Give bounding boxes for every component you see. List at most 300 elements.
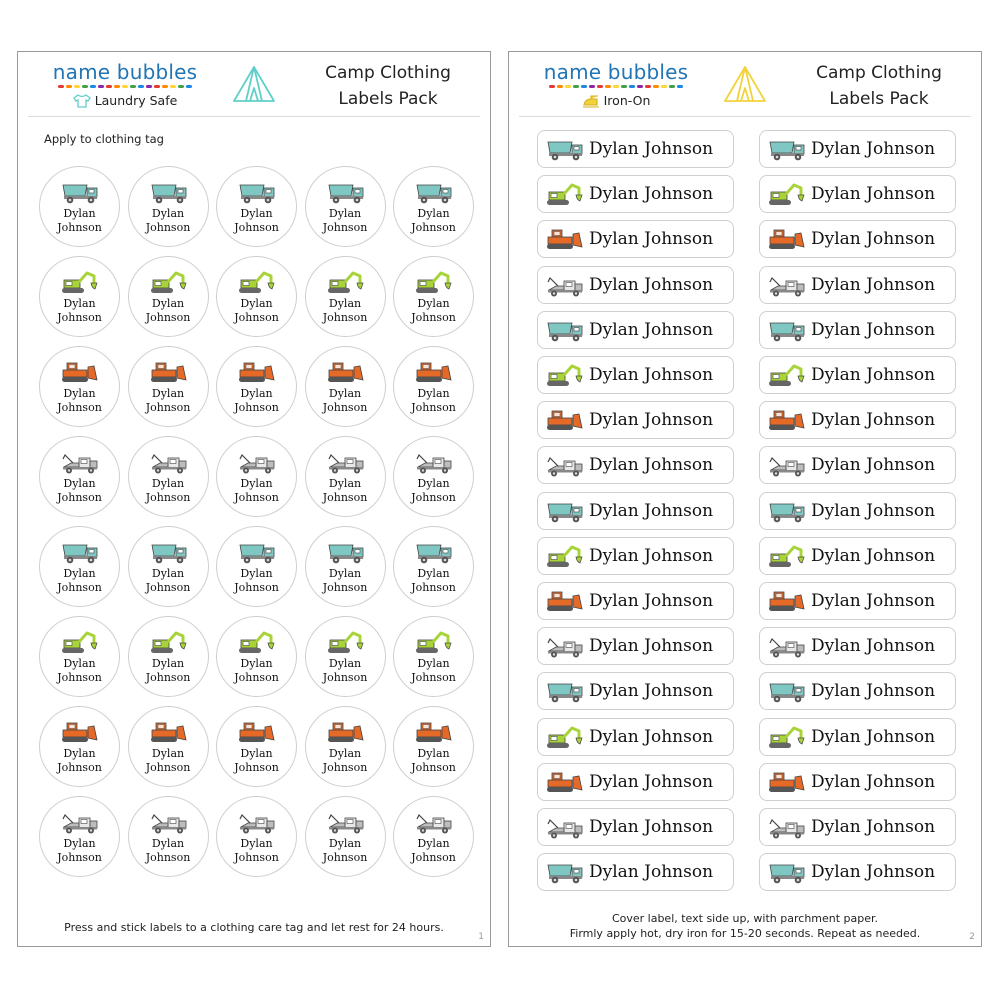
label-first-name: Dylan [417,297,450,310]
label-first-name: Dylan [417,387,450,400]
label-name-text [40,297,119,325]
label-first-name: Dylan [151,657,185,670]
pack-title-line1: Camp Clothing [325,63,451,83]
label-last-name: Johnson [145,761,191,774]
tow-truck-icon [546,635,584,658]
label-last-name: Johnson [411,671,456,684]
excavator-icon [415,271,453,294]
label-last-name: Johnson [234,491,279,504]
label-last-name: Johnson [322,311,368,324]
tow-truck-icon [768,635,806,658]
round-name-label [39,436,120,517]
rectangle-name-label [537,492,734,530]
label-first-name: Dylan [240,747,273,760]
label-first-name: Dylan [328,207,362,220]
brand-dot [589,85,595,88]
subtitle-text: Laundry Safe [94,93,178,108]
bulldozer-icon [238,721,276,744]
rectangle-name-label [537,763,734,801]
dump-truck-icon [546,861,584,884]
label-last-name: Johnson [57,491,102,504]
dump-truck-icon [327,181,365,204]
subtitle-text: Iron-On [603,93,651,108]
excavator-icon [327,631,365,654]
footer-line1: Cover label, text side up, with parchment paper. [611,912,879,925]
label-name-text [394,747,473,775]
tow-truck-icon [768,274,806,297]
dump-truck-icon [546,680,584,703]
bulldozer-icon [327,361,365,384]
round-name-label [128,436,209,517]
label-name-text [217,837,296,865]
label-last-name: Johnson [411,851,456,864]
label-name-text [217,747,296,775]
label-first-name: Dylan [63,387,96,400]
label-name-text [306,477,385,505]
rectangle-name-label [759,582,956,620]
label-name-text: Dylan Johnson [589,410,714,431]
rectangle-name-label [759,627,956,665]
dump-truck-icon [327,541,365,564]
brand-dot [613,85,619,88]
brand-dot [114,85,120,88]
label-name-text: Dylan Johnson [811,862,936,883]
label-first-name: Dylan [151,207,185,220]
label-first-name: Dylan [240,657,273,670]
brand-dot [597,85,603,88]
excavator-icon [768,183,806,206]
label-first-name: Dylan [63,747,96,760]
pack-title-line1: Camp Clothing [816,63,942,83]
bulldozer-icon [546,228,584,251]
bulldozer-icon [61,721,99,744]
dump-truck-icon [415,181,453,204]
rectangle-name-label [759,446,956,484]
brand-dot [170,85,176,88]
header-divider [28,116,480,117]
tow-truck-icon [327,451,365,474]
label-name-text: Dylan Johnson [811,274,936,295]
label-first-name: Dylan [151,387,185,400]
label-name-text: Dylan Johnson [811,139,936,159]
excavator-icon [768,726,806,749]
label-last-name: Johnson [57,401,102,414]
dump-truck-icon [61,541,99,564]
excavator-icon [61,271,99,294]
excavator-icon [61,631,99,654]
round-name-label [393,796,474,877]
label-last-name: Johnson [145,671,191,684]
bulldozer-icon [327,721,365,744]
rectangle-name-label [537,672,734,710]
label-name-text: Dylan Johnson [811,726,936,747]
round-name-label [393,256,474,337]
bulldozer-icon [768,590,806,613]
instruction-text: Apply to clothing tag [44,132,164,146]
label-last-name: Johnson [57,311,102,324]
label-last-name: Johnson [322,581,368,594]
brand-dot [629,85,635,88]
label-name-text: Dylan Johnson [589,771,714,792]
brand-dot [106,85,112,88]
rectangle-name-label [759,220,956,258]
brand-logo [542,60,690,108]
label-last-name: Johnson [57,851,102,864]
label-first-name: Dylan [240,297,273,310]
label-name-text [217,657,296,685]
label-name-text [129,657,208,685]
label-name-text [217,567,296,595]
dump-truck-icon [238,541,276,564]
brand-dot [653,85,659,88]
excavator-icon [546,364,584,387]
tow-truck-icon [768,454,806,477]
brand-name: name bubbles [52,60,198,84]
label-last-name: Johnson [145,851,191,864]
label-last-name: Johnson [145,311,191,324]
brand-name: name bubbles [543,60,689,84]
round-name-label [216,166,297,247]
bulldozer-icon [546,590,584,613]
label-first-name: Dylan [417,747,450,760]
round-name-label [393,346,474,427]
label-last-name: Johnson [322,221,368,234]
label-name-text: Dylan Johnson [589,681,714,702]
dump-truck-icon [546,138,584,161]
label-first-name: Dylan [328,477,362,490]
label-first-name: Dylan [63,657,96,670]
label-first-name: Dylan [151,567,185,580]
tow-truck-icon [61,451,99,474]
label-name-text: Dylan Johnson [811,410,936,431]
brand-dot [605,85,611,88]
round-name-label [39,346,120,427]
label-first-name: Dylan [328,837,362,850]
iron-on-sheet [508,51,982,947]
label-name-text [217,477,296,505]
label-last-name: Johnson [145,581,191,594]
tow-truck-icon [415,451,453,474]
dump-truck-icon [61,181,99,204]
round-name-label [216,436,297,517]
label-last-name: Johnson [322,761,368,774]
excavator-icon [768,545,806,568]
bulldozer-icon [61,361,99,384]
label-last-name: Johnson [145,491,191,504]
label-name-text: Dylan Johnson [589,139,714,159]
label-name-text [217,207,296,235]
round-name-label [216,346,297,427]
round-name-label [128,346,209,427]
label-last-name: Johnson [411,311,456,324]
rectangle-name-label [759,763,956,801]
label-last-name: Johnson [57,671,102,684]
pack-title [789,60,969,112]
label-last-name: Johnson [322,851,368,864]
label-last-name: Johnson [145,401,191,414]
label-last-name: Johnson [234,311,279,324]
excavator-icon [546,726,584,749]
round-name-label [39,526,120,607]
iron-icon [582,94,600,108]
label-first-name: Dylan [328,297,362,310]
round-name-label [216,706,297,787]
label-name-text: Dylan Johnson [589,726,714,747]
pack-title [298,60,478,112]
page-number: 2 [969,932,975,942]
page-number: 1 [478,932,484,942]
rectangle-name-label [537,401,734,439]
laundry-safe-sheet [17,51,491,947]
bulldozer-icon [238,361,276,384]
round-name-label [39,616,120,697]
label-name-text: Dylan Johnson [811,681,936,702]
round-name-label [39,256,120,337]
brand-dot [178,85,184,88]
round-name-label [305,166,386,247]
round-name-label [128,706,209,787]
brand-dot [138,85,144,88]
label-name-text [306,657,385,685]
label-name-text: Dylan Johnson [589,500,714,521]
label-last-name: Johnson [322,671,368,684]
brand-dot [74,85,80,88]
excavator-icon [238,631,276,654]
brand-dot [130,85,136,88]
label-first-name: Dylan [240,207,273,220]
round-name-label [216,796,297,877]
rectangle-name-label [537,446,734,484]
rectangle-name-label [759,401,956,439]
label-first-name: Dylan [417,657,450,670]
label-last-name: Johnson [411,401,456,414]
label-last-name: Johnson [57,761,102,774]
tow-truck-icon [546,274,584,297]
footer-instructions: Press and stick labels to a clothing care tag and let rest for 24 hours. [64,921,444,934]
label-name-text [40,837,119,865]
label-name-text: Dylan Johnson [589,591,714,611]
label-name-text [394,837,473,865]
brand-dot [565,85,571,88]
rectangle-name-label [537,266,734,304]
round-name-label [393,616,474,697]
label-first-name: Dylan [63,207,96,220]
bulldozer-icon [768,228,806,251]
rectangle-name-label [759,130,956,168]
label-last-name: Johnson [411,581,456,594]
label-last-name: Johnson [411,491,456,504]
label-name-text [306,747,385,775]
brand-dot [573,85,579,88]
round-name-label [393,706,474,787]
label-name-text: Dylan Johnson [589,184,714,205]
label-name-text [217,387,296,415]
label-name-text [129,477,208,505]
bulldozer-icon [546,409,584,432]
label-name-text [394,657,473,685]
rectangle-name-label [759,311,956,349]
label-name-text: Dylan Johnson [811,545,936,566]
rectangle-name-label [537,356,734,394]
label-name-text [129,207,208,235]
round-name-label [39,796,120,877]
tow-truck-icon [238,451,276,474]
round-name-label [305,616,386,697]
dump-truck-icon [768,138,806,161]
label-name-text: Dylan Johnson [589,545,714,566]
rectangle-name-label [537,627,734,665]
rectangle-name-label [759,853,956,891]
brand-dot [66,85,72,88]
label-first-name: Dylan [328,387,362,400]
label-name-text [129,747,208,775]
label-name-text [394,567,473,595]
brand-dot [621,85,627,88]
tow-truck-icon [150,451,188,474]
round-name-label [128,796,209,877]
label-first-name: Dylan [151,297,185,310]
tow-truck-icon [546,816,584,839]
label-last-name: Johnson [57,221,102,234]
round-name-label [128,616,209,697]
header-divider [519,116,971,117]
label-first-name: Dylan [240,567,273,580]
bulldozer-icon [415,721,453,744]
label-name-text [40,567,119,595]
rectangle-name-label [537,582,734,620]
rectangle-name-label [759,808,956,846]
label-name-text [129,387,208,415]
label-name-text: Dylan Johnson [811,319,936,340]
footer-instructions [509,911,981,941]
label-first-name: Dylan [151,837,185,850]
label-last-name: Johnson [234,221,279,234]
label-last-name: Johnson [234,581,279,594]
footer-line2: Firmly apply hot, dry iron for 15-20 seconds. Repeat as needed. [569,927,921,940]
brand-dot [90,85,96,88]
label-last-name: Johnson [57,581,102,594]
excavator-icon [546,545,584,568]
label-name-text: Dylan Johnson [811,636,936,657]
rectangle-name-label [759,537,956,575]
label-name-text [394,297,473,325]
label-first-name: Dylan [417,837,450,850]
label-name-text: Dylan Johnson [811,771,936,792]
bulldozer-icon [546,771,584,794]
brand-dot [637,85,643,88]
brand-dot [581,85,587,88]
label-name-text [40,657,119,685]
label-last-name: Johnson [145,221,191,234]
label-first-name: Dylan [240,477,273,490]
rectangle-name-label [537,130,734,168]
brand-dot [645,85,651,88]
brand-dots [51,85,199,88]
label-name-text [306,297,385,325]
tow-truck-icon [415,811,453,834]
rectangle-name-label [537,853,734,891]
round-name-label [39,706,120,787]
label-name-text [394,387,473,415]
rectangle-name-label [537,808,734,846]
brand-dot [122,85,128,88]
dump-truck-icon [546,500,584,523]
label-name-text: Dylan Johnson [811,817,936,837]
brand-dots [542,85,690,88]
tow-truck-icon [546,454,584,477]
label-name-text: Dylan Johnson [589,817,714,837]
label-name-text: Dylan Johnson [811,500,936,521]
rectangle-name-label [537,311,734,349]
tow-truck-icon [327,811,365,834]
dump-truck-icon [546,319,584,342]
label-name-text [129,567,208,595]
round-name-label [305,526,386,607]
label-last-name: Johnson [234,671,279,684]
label-name-text [40,387,119,415]
label-first-name: Dylan [151,477,185,490]
tent-icon [230,64,278,104]
bulldozer-icon [150,721,188,744]
dump-truck-icon [415,541,453,564]
dump-truck-icon [768,500,806,523]
excavator-icon [150,631,188,654]
brand-dot [677,85,683,88]
label-name-text [217,297,296,325]
label-name-text [40,207,119,235]
brand-dot [661,85,667,88]
label-first-name: Dylan [63,567,96,580]
round-name-label [216,526,297,607]
round-name-label [305,796,386,877]
round-name-label [216,256,297,337]
label-name-text: Dylan Johnson [589,455,714,476]
excavator-icon [238,271,276,294]
label-first-name: Dylan [417,477,450,490]
brand-dot [162,85,168,88]
sheet-subtitle [542,93,690,108]
label-last-name: Johnson [411,221,456,234]
tshirt-icon [73,94,91,108]
tent-icon [721,64,769,104]
brand-dot [58,85,64,88]
tow-truck-icon [61,811,99,834]
label-name-text: Dylan Johnson [589,862,714,883]
round-name-label [128,256,209,337]
rectangle-name-label [759,175,956,213]
rectangle-name-label [759,492,956,530]
brand-dot [154,85,160,88]
label-last-name: Johnson [234,401,279,414]
rectangle-name-label [537,718,734,756]
label-name-text: Dylan Johnson [589,636,714,657]
label-first-name: Dylan [328,747,362,760]
label-name-text [306,207,385,235]
bulldozer-icon [415,361,453,384]
round-name-label [393,526,474,607]
label-name-text [40,747,119,775]
tow-truck-icon [238,811,276,834]
label-first-name: Dylan [63,477,96,490]
excavator-icon [327,271,365,294]
label-name-text: Dylan Johnson [589,319,714,340]
round-name-label [128,166,209,247]
label-name-text [306,837,385,865]
label-first-name: Dylan [240,387,273,400]
label-name-text [306,387,385,415]
excavator-icon [768,364,806,387]
label-name-text [129,297,208,325]
